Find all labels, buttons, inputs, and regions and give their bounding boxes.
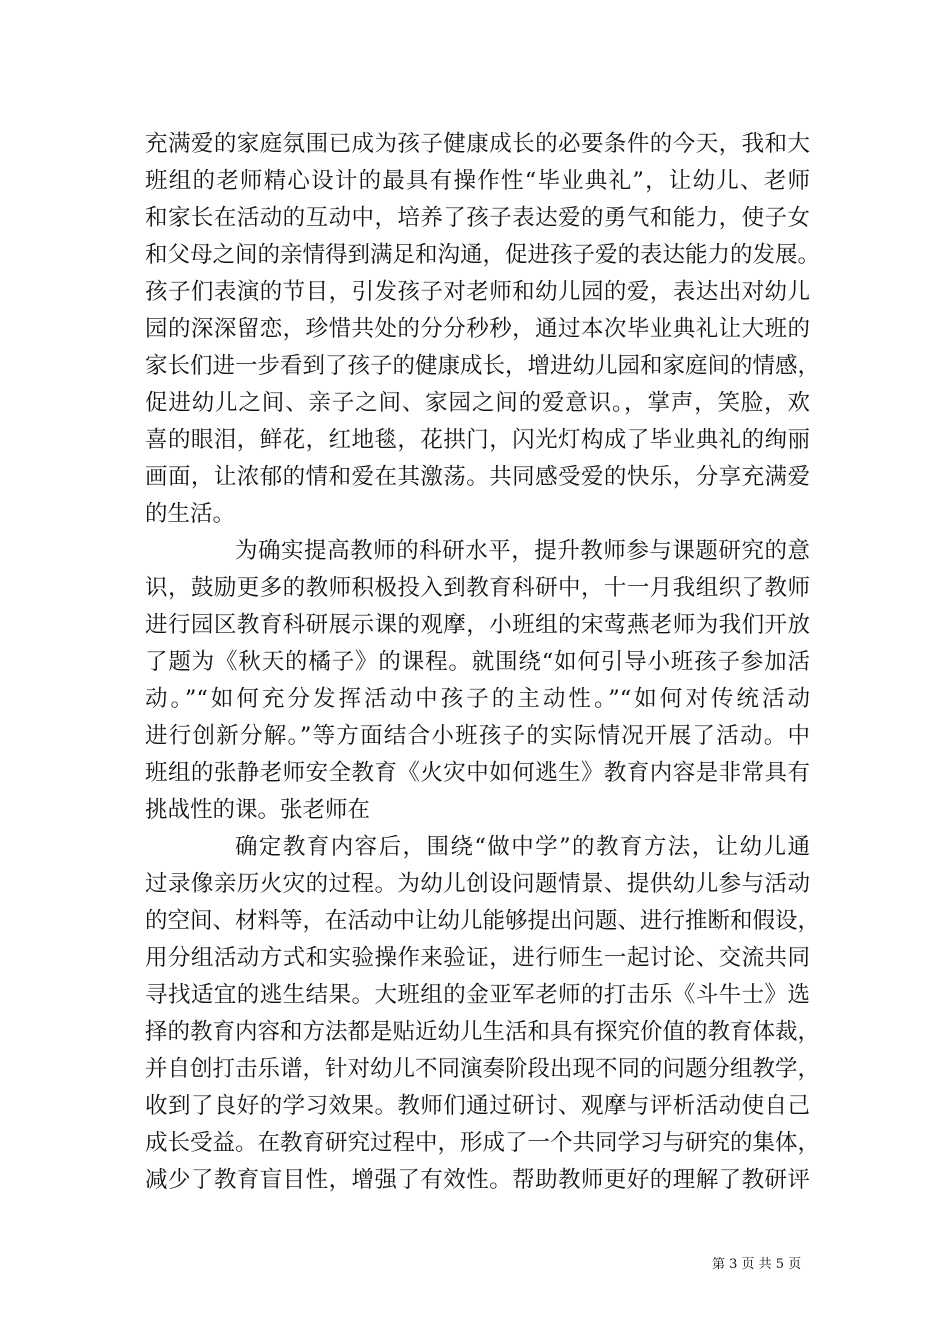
text-line: 和家长在活动的互动中，培养了孩子表达爱的勇气和能力，使子女	[145, 205, 810, 231]
text-line: 班组的老师精心设计的最具有操作性“毕业典礼”，让幼儿、老师	[145, 168, 810, 194]
text-line: 进行创新分解。”等方面结合小班孩子的实际情况开展了活动。中	[145, 723, 810, 749]
body-text	[145, 126, 821, 1199]
text-line: 挑战性的课。张老师在	[145, 797, 371, 823]
text-line: 为确实提高教师的科研水平，提升教师参与课题研究的意	[235, 538, 810, 564]
text-line: 画面，让浓郁的情和爱在其激荡。共同感受爱的快乐，分享充满爱	[145, 464, 810, 490]
text-line: 家长们进一步看到了孩子的健康成长，增进幼儿园和家庭间的情感，	[145, 353, 821, 379]
page-number-footer: 第 3 页 共 5 页	[712, 1257, 802, 1272]
text-line: 充满爱的家庭氛围已成为孩子健康成长的必要条件的今天，我和大	[145, 131, 810, 157]
text-line: 园的深深留恋，珍惜共处的分分秒秒，通过本次毕业典礼让大班的	[145, 316, 810, 342]
text-line: 择的教育内容和方法都是贴近幼儿生活和具有探究价值的教育体裁，	[145, 1019, 821, 1045]
text-line: 和父母之间的亲情得到满足和沟通，促进孩子爱的表达能力的发展。	[145, 242, 821, 268]
text-line: 的生活。	[145, 501, 236, 527]
text-line: 用分组活动方式和实验操作来验证，进行师生一起讨论、交流共同	[145, 945, 810, 971]
text-line: 动。”“如何充分发挥活动中孩子的主动性。”“如何对传统活动	[145, 686, 810, 712]
text-line: 进行园区教育科研展示课的观摩，小班组的宋莺燕老师为我们开放	[145, 612, 810, 638]
text-line: 识，鼓励更多的教师积极投入到教育科研中，十一月我组织了教师	[145, 575, 810, 601]
text-line: 收到了良好的学习效果。教师们通过研讨、观摩与评析活动使自己	[145, 1093, 810, 1119]
text-line: 并自创打击乐谱，针对幼儿不同演奏阶段出现不同的问题分组教学，	[145, 1056, 821, 1082]
text-line: 喜的眼泪，鲜花，红地毯，花拱门，闪光灯构成了毕业典礼的绚丽	[145, 427, 810, 453]
text-line: 了题为《秋天的橘子》的课程。就围绕“如何引导小班孩子参加活	[145, 649, 810, 675]
text-line: 的空间、材料等，在活动中让幼儿能够提出问题、进行推断和假设，	[145, 908, 821, 934]
text-line: 促进幼儿之间、亲子之间、家园之间的爱意识。，掌声，笑脸，欢	[145, 390, 810, 416]
text-line: 班组的张静老师安全教育《火灾中如何逃生》教育内容是非常具有	[145, 760, 810, 786]
text-line: 成长受益。在教育研究过程中，形成了一个共同学习与研究的集体，	[145, 1130, 821, 1156]
text-line: 减少了教育盲目性，增强了有效性。帮助教师更好的理解了教研评	[145, 1167, 810, 1193]
text-line: 过录像亲历火灾的过程。为幼儿创设问题情景、提供幼儿参与活动	[145, 871, 810, 897]
text-line: 孩子们表演的节目，引发孩子对老师和幼儿园的爱，表达出对幼儿	[145, 279, 810, 305]
text-line: 寻找适宜的逃生结果。大班组的金亚军老师的打击乐《斗牛士》选	[145, 982, 810, 1008]
text-line: 确定教育内容后，围绕“做中学”的教育方法，让幼儿通	[235, 834, 810, 860]
